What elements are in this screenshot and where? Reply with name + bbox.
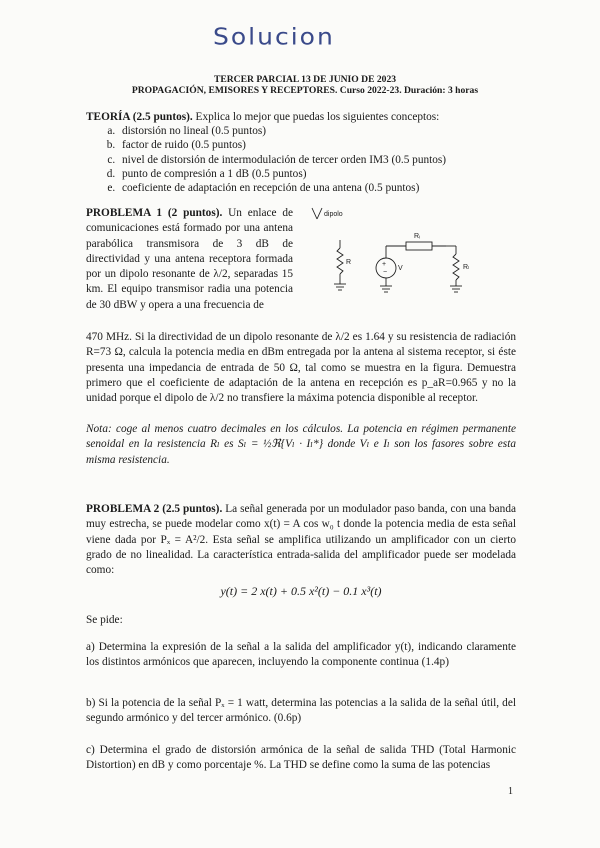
problema2-intro: La señal generada por un modulador paso banda, con una banda muy estrecha, se puede modelar como x(t) = A cos w₀ t donde la potencia media de esta señal viene dada por Pₓ = A²/2. Esta señal se amplifica utilizando un amplificador con un cierto grado de no linealidad. La característica entrada-salida del amplificador puede ser modelada como:: [86, 503, 516, 577]
dipole-label: dipolo: [324, 211, 343, 218]
teoria-heading: TEORÍA (2.5 puntos).: [86, 111, 193, 123]
teoria-item: b. factor de ruido (0.5 puntos): [118, 138, 516, 152]
svg-text:+: +: [382, 261, 387, 268]
problema1-text-rest: 470 MHz. Si la directividad de un dipolo resonante de λ/2 es 1.64 y su resistencia de radiación R=73 Ω, calcula la potencia media en dBm entregada por la antena al sistema receptor, si éste presenta una impedancia de entrada de 50 Ω, tal como se muestra en la figura. Demuestra primero que el coeficiente de adaptación de la antena en recepción es p_aR=0.965 y no la unidad porque el dipolo de λ/2 no transfiere la máxima potencia disponible al receptor.: [86, 331, 516, 405]
dipole-arm: [317, 208, 322, 219]
teoria-item: c. nivel de distorsión de intermodulación de tercer orden IM3 (0.5 puntos): [118, 153, 516, 167]
teoria-intro: Explica lo mejor que puedas los siguientes conceptos:: [192, 111, 440, 123]
teoria-item: d. punto de compresión a 1 dB (0.5 puntos): [118, 167, 516, 181]
vs-label: V: [398, 265, 403, 272]
amplifier-equation: y(t) = 2 x(t) + 0.5 x²(t) − 0.1 x³(t): [220, 584, 382, 598]
teoria-section: [86, 110, 516, 195]
problema1-text-top: [86, 206, 293, 313]
circuit-diagram: [306, 206, 496, 316]
resistor-rl: [453, 254, 459, 280]
problema1-intro: Un enlace de comunicaciones está formado por una antena parabólica transmisora de 3 dB de directividad y una antena receptora formada por un dipolo resonante de λ/2, separadas 15 km. El equipo transmisor radia una potencia de 30 dBW y opera a una frecuencia de: [86, 207, 293, 311]
svg-text:−: −: [383, 269, 388, 276]
question-b: b) Si la potencia de la señal Pₓ = 1 watt, determina las potencias a la salida de la señal útil, del segundo armónico y del tercer armónico. (0.6p): [86, 697, 516, 725]
problema2-heading: PROBLEMA 2 (2.5 puntos).: [86, 503, 223, 515]
handwritten-title: Solucion: [213, 23, 335, 50]
exam-header-line2: PROPAGACIÓN, EMISORES Y RECEPTORES. Curso 2022-23. Duración: 3 horas: [131, 85, 479, 96]
r1-label: R: [346, 259, 352, 266]
teoria-list: [86, 124, 516, 195]
ri-label: Rᵢ: [414, 233, 421, 240]
se-pide: Se pide:: [86, 614, 123, 626]
question-c: c) Determina el grado de distorsión armónica de la señal de salida THD (Total Harmonic Distortion) en dB y como porcentaje %. La THD se define como la suma de las potencias: [86, 744, 516, 772]
question-a: a) Determina la expresión de la señal a la salida del amplificador y(t), indicando claramente los distintos armónicos que aparecen, incluyendo la componente continua (1.4p): [86, 641, 516, 669]
exam-header-line1: TERCER PARCIAL 13 DE JUNIO DE 2023: [213, 74, 397, 85]
resistor-ri: [406, 242, 432, 250]
dipole-arm: [312, 208, 317, 219]
teoria-item: e. coeficiente de adaptación en recepción de una antena (0.5 puntos): [118, 181, 516, 195]
problema2-text: [86, 502, 516, 578]
teoria-item: a. distorsión no lineal (0.5 puntos): [118, 124, 516, 138]
problema1-heading: PROBLEMA 1 (2 puntos).: [86, 207, 223, 219]
problema1-nota: Nota: coge al menos cuatro decimales en los cálculos. La potencia en régimen permanente senoidal en la resistencia Rₗ es Sₗ = ½ℜ{Vₗ · Iₗ*} donde Vₗ e Iₗ son los fasores sobre esta misma resistencia.: [86, 423, 516, 466]
teoria-intro-line: [86, 110, 516, 124]
resistor-r1: [337, 248, 343, 274]
page-number: 1: [508, 786, 513, 797]
rl-label: Rₗ: [463, 264, 470, 271]
